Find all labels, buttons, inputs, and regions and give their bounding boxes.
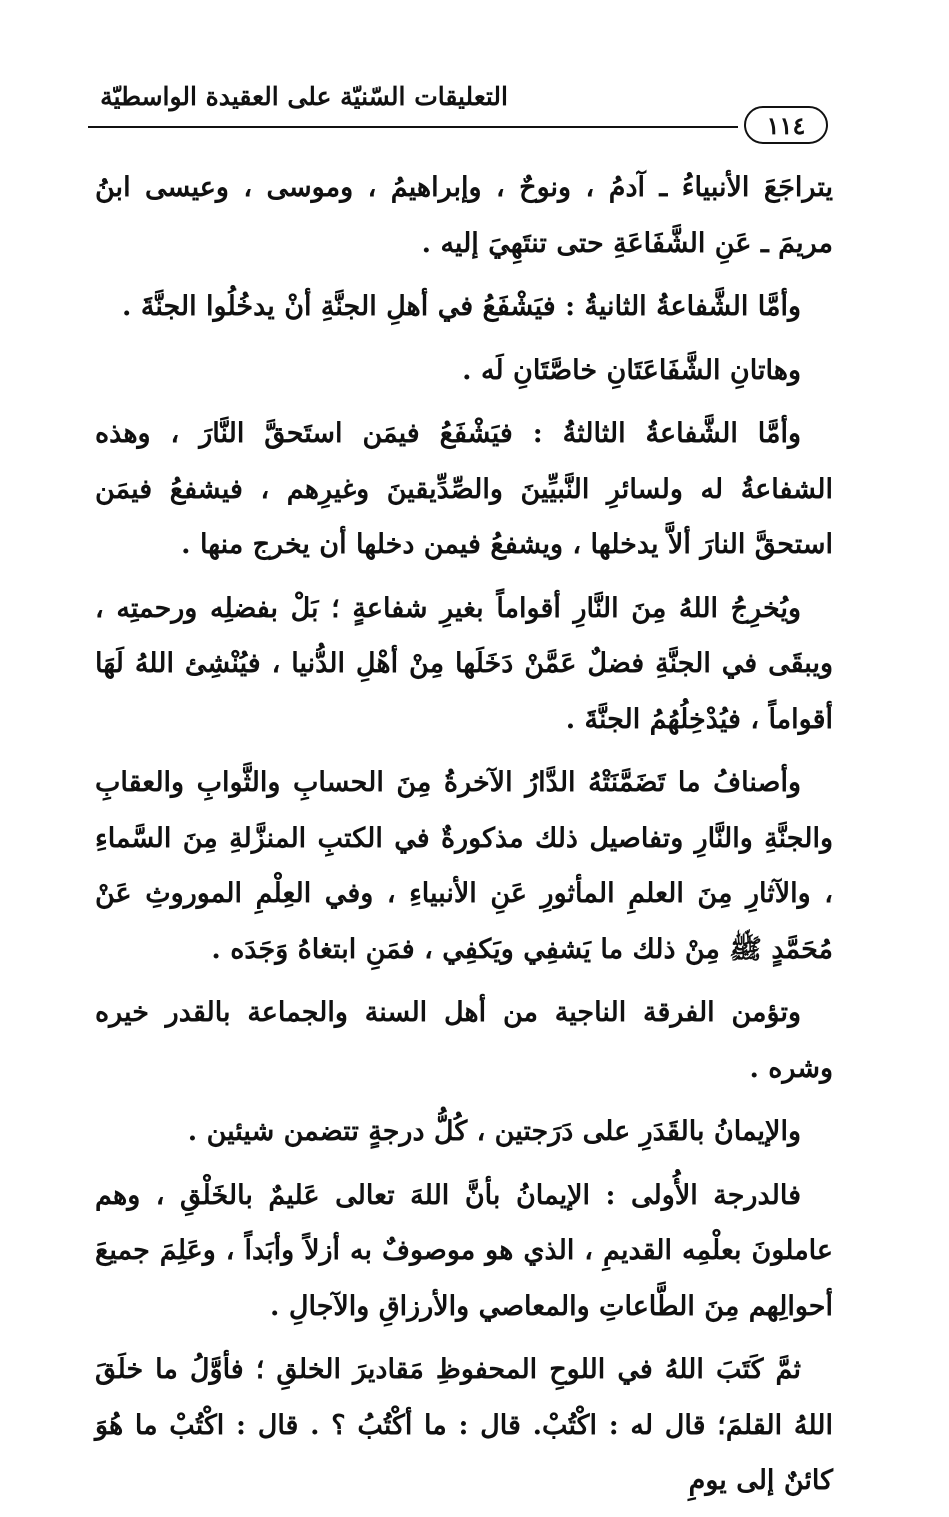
page-header (88, 80, 828, 140)
paragraph: ثمَّ كَتَبَ اللهُ في اللوحِ المحفوظِ مَقاديرَ الخلقِ ؛ فأوَّلُ ما خلَقَ اللهُ القلمَ؛ قال له : اكْتُبْ. قال : ما أكْتُبُ ؟ . قال : اكْتُبْ ما هُوَ كائنٌ إلى يومِ (95, 1354, 833, 1496)
page-number: ١١٤ (744, 106, 828, 144)
paragraph: يتراجَعَ الأنبياءُ ـ آدمُ ، ونوحٌ ، وإبراهيمُ ، وموسى ، وعيسى ابنُ مريمَ ـ عَنِ الشَّفَاعَةِ حتى تنتَهِيَ إليه . (95, 172, 833, 259)
body-text (95, 160, 833, 1517)
paragraph: وهاتانِ الشَّفَاعَتَانِ خاصَّتَانِ لَه . (462, 354, 801, 386)
paragraph: ويُخرِجُ اللهُ مِنَ النَّارِ أقواماً بغيرِ شفاعةٍ ؛ بَلْ بفضلِه ورحمتِه ، ويبقَى في الجنَّةِ فضلٌ عَمَّنْ دَخَلَها مِنْ أهْلِ الدُّنيا ، فيُنْشِئ اللهُ لَهَا أقواماً ، فيُدْخِلُهُمُ الجنَّةَ . (95, 592, 833, 735)
paragraph: فالدرجة الأُولى : الإيمانُ بأنَّ اللهَ تعالى عَليمٌ بالخَلْقِ ، وهم عاملونَ بعلْمِه القديمِ ، الذي هو موصوفٌ به أزلاً وأبَداً ، وعَلِمَ جميعَ أحوالِهم مِنَ الطَّاعاتِ والمعاصي والأرزاقِ والآجالِ . (95, 1179, 833, 1322)
running-title: التعليقات السّنيّة على العقيدة الواسطيّة (100, 82, 508, 111)
paragraph: وأصنافُ ما تَضَمَّنَتْهُ الدَّارُ الآخرةُ مِنَ الحسابِ والثَّوابِ والعقابِ والجنَّةِ والنَّارِ وتفاصيل ذلك مذكورةٌ في الكتبِ المنزَّلةِ مِنَ السَّماءِ ، والآثارِ مِنَ العلمِ المأثورِ عَنِ الأنبياءِ ، وفي العِلْمِ الموروثِ عَنْ مُحَمَّدٍ ﷺ مِنْ ذلك ما يَشفِي ويَكفِي ، فمَنِ ابتغاهُ وَجَدَه . (95, 767, 833, 965)
paragraph: والإيمانُ بالقَدَرِ على دَرَجتين ، كُلُّ درجةٍ تتضمن شيئين . (187, 1116, 801, 1147)
paragraph: وأمَّا الشَّفاعةُ الثالثةُ : فيَشْفَعُ فيمَن استَحقَّ النَّارَ ، وهذه الشفاعةُ له ولسائرِ النَّبيِّينَ والصِّدِّيقينَ وغيرِهم ، فيشفعُ فيمَن استحقَّ النارَ ألاَّ يدخلها ، ويشفعُ فيمن دخلها أن يخرج منها . (95, 418, 833, 560)
header-rule (88, 126, 738, 128)
paragraph: وتؤمن الفرقة الناجية من أهل السنة والجماعة بالقدر خيره وشره . (95, 997, 833, 1084)
paragraph: وأمَّا الشَّفاعةُ الثانيةُ : فيَشْفَعُ في أهلِ الجنَّةِ أنْ يدخُلُوا الجنَّةَ . (122, 291, 801, 322)
